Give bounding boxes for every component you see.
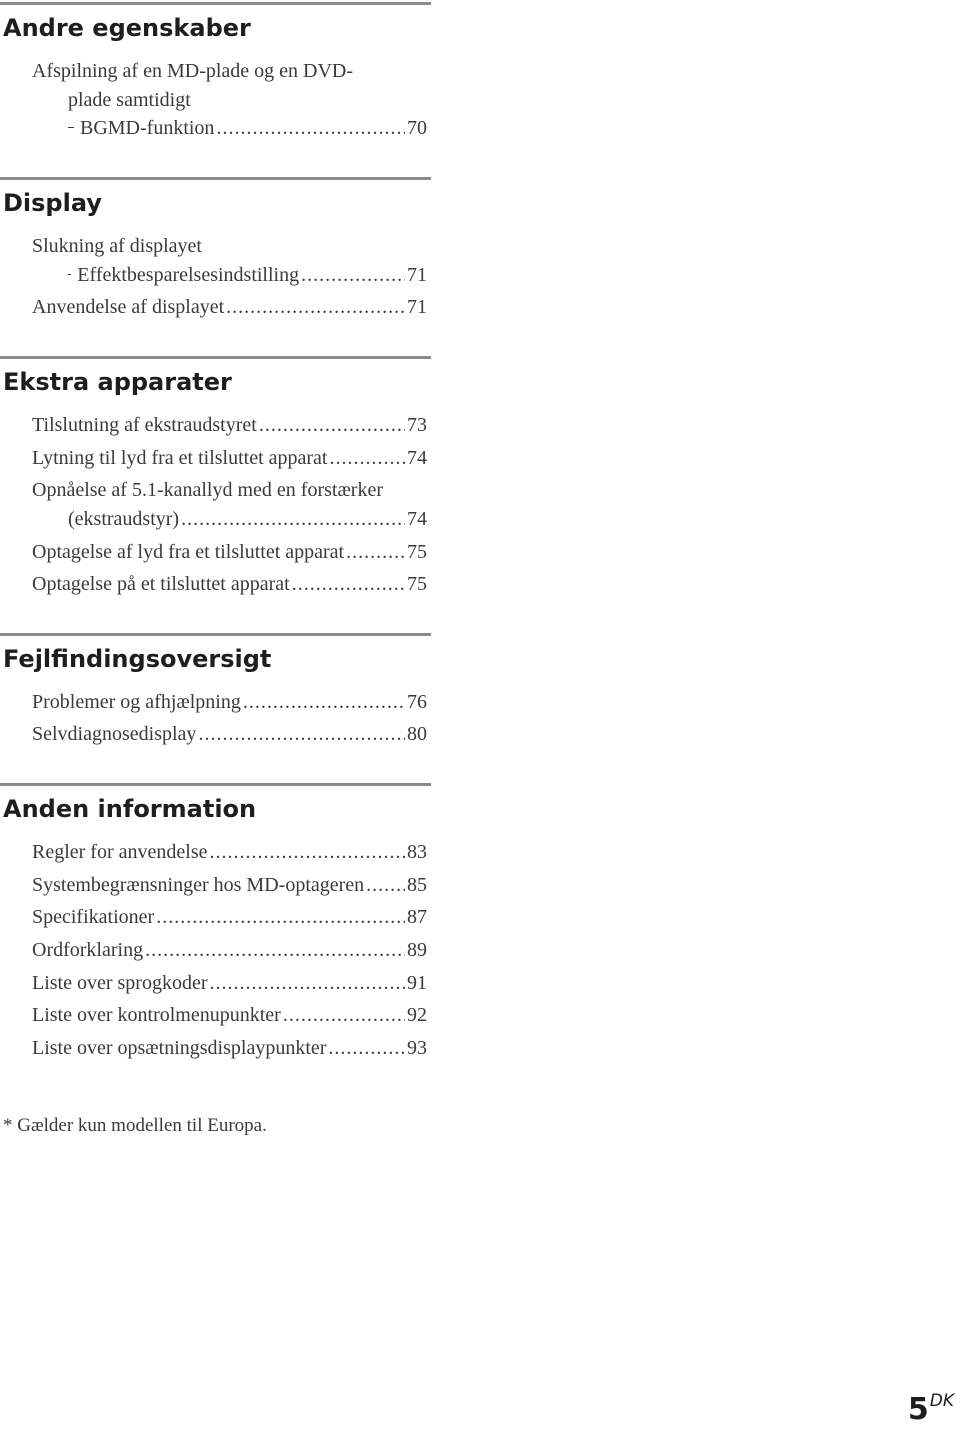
page-number-value: 5	[907, 1392, 929, 1427]
toc-entry-text: BGMD-funktion	[79, 117, 215, 139]
dot-leader	[145, 940, 405, 960]
toc-page-number: 75	[407, 573, 427, 595]
toc-page-number: 75	[407, 541, 427, 563]
toc-page-number: 70	[407, 117, 427, 139]
toc-entry-line	[32, 61, 427, 81]
toc-entry-text: Regler for anvendelse	[32, 841, 208, 863]
toc-entry[interactable]	[32, 907, 427, 927]
toc-page-number: 74	[407, 447, 427, 469]
toc-entry-text: Afspilning af en MD-plade og en DVD-	[32, 60, 354, 82]
toc-page-number: 74	[407, 508, 427, 530]
dot-leader	[292, 574, 405, 594]
dot-leader	[243, 692, 405, 712]
toc-entry[interactable]	[32, 940, 427, 960]
toc-entry-text: Problemer og afhjælpning	[32, 691, 241, 713]
toc-entry[interactable]	[32, 692, 427, 712]
toc-entry-text: (ekstraudstyr)	[68, 508, 180, 530]
dot-leader	[181, 509, 405, 529]
section-heading: Ekstra apparater	[3, 368, 232, 396]
page-number	[907, 1391, 954, 1427]
toc-entry[interactable]	[32, 415, 427, 435]
dot-leader	[259, 415, 405, 435]
toc-entry[interactable]	[32, 574, 427, 594]
section-divider	[0, 2, 431, 5]
dot-leader	[210, 973, 405, 993]
section-heading: Anden information	[3, 795, 257, 823]
toc-entry-text: Systembegrænsninger hos MD-optageren	[32, 874, 365, 896]
section-divider	[0, 177, 431, 180]
toc-entry[interactable]	[32, 973, 427, 993]
toc-page-number: 76	[407, 691, 427, 713]
toc-page-number: 91	[407, 972, 427, 994]
toc-entry-text: Liste over opsætningsdisplaypunkter	[32, 1037, 327, 1059]
toc-entry-text: Ordforklaring	[32, 939, 144, 961]
dot-leader	[226, 297, 405, 317]
toc-page-number: 73	[407, 414, 427, 436]
toc-entry[interactable]	[68, 509, 427, 529]
dot-leader	[346, 542, 405, 562]
toc-entry-line	[68, 90, 463, 110]
dot-leader	[366, 875, 405, 895]
toc-entry-text: Tilslutning af ekstraudstyret	[32, 414, 257, 436]
toc-entry[interactable]	[68, 265, 427, 285]
toc-entry-text: Lytning til lyd fra et tilsluttet apparat	[32, 447, 328, 469]
toc-entry-text: Optagelse på et tilsluttet apparat	[32, 573, 290, 595]
toc-entry-text: Effektbesparelsesindstilling	[77, 264, 300, 286]
toc-entry-text: Slukning af displayet	[32, 235, 202, 257]
toc-entry[interactable]	[32, 842, 427, 862]
em-dash	[68, 127, 74, 128]
section-divider	[0, 633, 431, 636]
section-heading: Fejlfindingsoversigt	[3, 645, 272, 673]
em-dash	[68, 274, 71, 275]
toc-page-number: 71	[407, 264, 427, 286]
section-heading: Display	[3, 189, 102, 217]
toc-entry-text: Liste over kontrolmenupunkter	[32, 1004, 281, 1026]
toc-entry-line	[32, 480, 427, 500]
dot-leader	[198, 724, 405, 744]
section-heading: Andre egenskaber	[3, 14, 251, 42]
toc-entry[interactable]	[32, 875, 427, 895]
toc-page-number: 87	[407, 906, 427, 928]
toc-page-number: 85	[407, 874, 427, 896]
toc-entry-text: Optagelse af lyd fra et tilsluttet apparat	[32, 541, 345, 563]
section-divider	[0, 783, 431, 786]
toc-page-number: 89	[407, 939, 427, 961]
toc-entry-line	[32, 236, 427, 256]
page-number-suffix: DK	[929, 1391, 954, 1411]
toc-entry[interactable]	[32, 297, 427, 317]
dot-leader	[301, 265, 405, 285]
dot-leader	[283, 1005, 405, 1025]
toc-entry-text: Liste over sprogkoder	[32, 972, 208, 994]
toc-page-number: 71	[407, 296, 427, 318]
dot-leader	[209, 842, 405, 862]
toc-entry-text: plade samtidigt	[68, 89, 191, 111]
toc-entry[interactable]	[32, 542, 427, 562]
toc-page-number: 92	[407, 1004, 427, 1026]
toc-entry[interactable]	[32, 1038, 427, 1058]
toc-entry[interactable]	[32, 1005, 427, 1025]
toc-entry-text: Opnåelse af 5.1-kanallyd med en forstærker	[32, 479, 383, 501]
toc-entry[interactable]	[68, 118, 427, 138]
dot-leader	[330, 448, 406, 468]
toc-entry[interactable]	[32, 448, 427, 468]
toc-entry[interactable]	[32, 724, 427, 744]
dot-leader	[216, 118, 405, 138]
dot-leader	[328, 1038, 405, 1058]
toc-entry-text: Selvdiagnosedisplay	[32, 723, 197, 745]
toc-page-number: 80	[407, 723, 427, 745]
section-divider	[0, 356, 431, 359]
toc-entry-text: Anvendelse af displayet	[32, 296, 225, 318]
toc-entry-text: Specifikationer	[32, 906, 155, 928]
footnote: * Gælder kun modellen til Europa.	[3, 1115, 267, 1136]
toc-page-number: 83	[407, 841, 427, 863]
dot-leader	[156, 907, 405, 927]
toc-page-number: 93	[407, 1037, 427, 1059]
